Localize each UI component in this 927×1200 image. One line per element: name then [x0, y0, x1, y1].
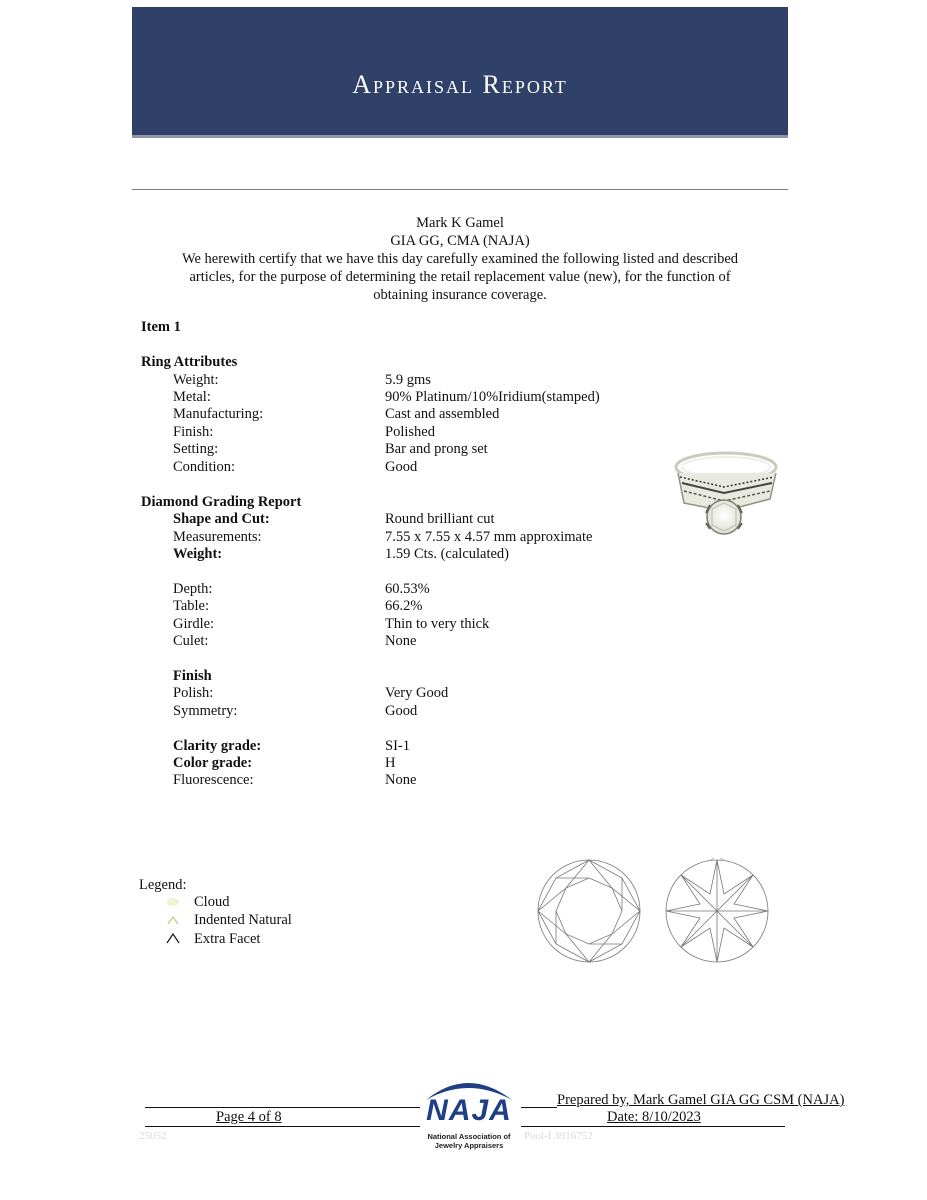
finish-heading: Finish — [173, 668, 212, 684]
ring-manufacturing-value: Cast and assembled — [385, 406, 500, 422]
naja-logo-subtitle: National Association of Jewelry Appraisers — [427, 1132, 511, 1150]
appraiser-credentials: GIA GG, CMA (NAJA) — [390, 233, 530, 249]
footer-rule-upper-left — [145, 1107, 420, 1108]
indented-natural-icon — [166, 914, 180, 926]
certification-line: We herewith certify that we have this day carefully examined the following listed and described — [181, 251, 739, 267]
symmetry-label: Symmetry: — [173, 703, 238, 719]
header-divider — [132, 189, 788, 190]
girdle-value: Thin to very thick — [385, 616, 490, 632]
diamond-grading-heading: Diamond Grading Report — [141, 494, 302, 510]
footer-rule-lower-right — [521, 1126, 785, 1127]
footer-rule-upper-right — [521, 1107, 557, 1108]
legend-item-extra-facet: Extra Facet — [194, 931, 261, 947]
culet-label: Culet: — [173, 633, 209, 649]
faint-reference-left: 25052 — [139, 1130, 167, 1142]
polish-label: Polish: — [173, 685, 214, 701]
depth-label: Depth: — [173, 581, 213, 597]
ring-attributes-heading: Ring Attributes — [141, 354, 238, 370]
symmetry-value: Good — [385, 703, 418, 719]
depth-value: 60.53% — [385, 581, 430, 597]
fluorescence-value: None — [385, 772, 417, 788]
ring-condition-label: Condition: — [173, 459, 236, 475]
legend-title: Legend: — [139, 877, 187, 893]
legend-item-cloud: Cloud — [194, 894, 230, 910]
ring-weight-value: 5.9 gms — [385, 372, 431, 388]
legend-item-indented-natural: Indented Natural — [194, 912, 292, 928]
ring-finish-label: Finish: — [173, 424, 214, 440]
certification-line: articles, for the purpose of determining the retail replacement value (new), for the function of — [189, 269, 731, 285]
footer-rule-lower-left — [145, 1126, 420, 1127]
shape-cut-value: Round brilliant cut — [385, 511, 495, 527]
report-title: Appraisal Report — [352, 70, 568, 99]
item-label: Item 1 — [141, 319, 181, 335]
page-number: Page 4 of 8 — [216, 1109, 282, 1125]
naja-logo-text: NAJA — [426, 1094, 512, 1127]
ring-finish-value: Polished — [385, 424, 435, 440]
clarity-label: Clarity grade: — [173, 738, 262, 754]
cloud-icon — [166, 896, 180, 908]
table-value: 66.2% — [385, 598, 423, 614]
polish-value: Very Good — [385, 685, 449, 701]
ring-condition-value: Good — [385, 459, 418, 475]
shape-cut-label: Shape and Cut: — [173, 511, 270, 527]
ring-manufacturing-label: Manufacturing: — [173, 406, 264, 422]
diamond-weight-value: 1.59 Cts. (calculated) — [385, 546, 510, 562]
report-date: Date: 8/10/2023 — [607, 1109, 701, 1125]
measurements-label: Measurements: — [173, 529, 262, 545]
diamond-crown-diagram — [536, 858, 642, 964]
report-banner — [132, 7, 788, 138]
diamond-pavilion-diagram — [664, 858, 770, 964]
girdle-label: Girdle: — [173, 616, 215, 632]
appraiser-name: Mark K Gamel — [416, 215, 504, 231]
color-label: Color grade: — [173, 755, 253, 771]
prepared-by: Prepared by, Mark Gamel GIA GG CSM (NAJA) — [557, 1092, 845, 1108]
clarity-value: SI-1 — [385, 738, 410, 754]
ring-weight-label: Weight: — [173, 372, 219, 388]
diamond-weight-label: Weight: — [173, 546, 223, 562]
extra-facet-icon — [166, 932, 180, 944]
color-value: H — [385, 755, 396, 771]
culet-value: None — [385, 633, 417, 649]
measurements-value: 7.55 x 7.55 x 4.57 mm approximate — [385, 529, 593, 545]
ring-setting-label: Setting: — [173, 441, 219, 457]
ring-metal-label: Metal: — [173, 389, 211, 405]
certification-line: obtaining insurance coverage. — [373, 287, 547, 303]
ring-setting-value: Bar and prong set — [385, 441, 488, 457]
table-label: Table: — [173, 598, 210, 614]
ring-photo — [666, 443, 784, 543]
ring-metal-value: 90% Platinum/10%Iridium(stamped) — [385, 389, 600, 405]
naja-logo — [418, 1072, 520, 1154]
fluorescence-label: Fluorescence: — [173, 772, 254, 788]
faint-reference-right: Pool-f 3916752 — [524, 1130, 593, 1142]
